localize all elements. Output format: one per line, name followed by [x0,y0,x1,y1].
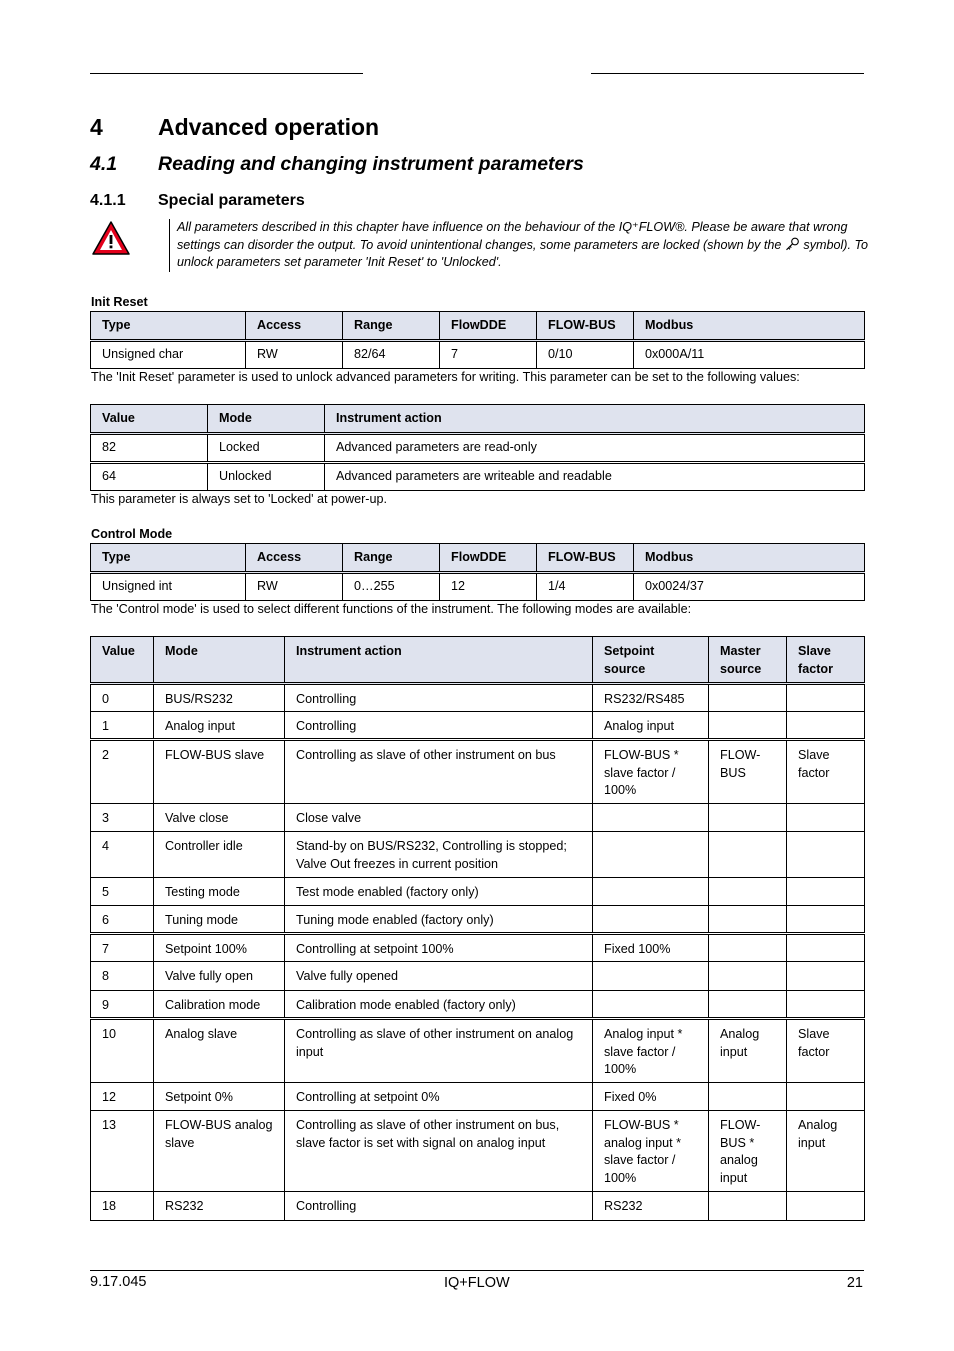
table-row [91,906,865,934]
table-cell [709,962,787,991]
table-cell: Tuning mode enabled (factory only) [285,906,593,934]
init-reset-label: Init Reset [91,295,148,309]
footer-product-name: IQ+FLOW [444,1275,510,1291]
header-cell: Master source [709,637,787,684]
table-cell [787,832,865,878]
table-cell: RS232 [593,1192,709,1221]
header-cell: FlowDDE [440,544,537,573]
table-cell: Close valve [285,804,593,832]
header-cell: Access [246,312,343,341]
table-row [91,1083,865,1111]
table-row [91,962,865,991]
table-row [91,1111,865,1192]
table-cell: 5 [91,878,154,906]
table-cell [787,962,865,991]
header-rule-right [591,73,864,74]
table-cell [787,712,865,740]
table-cell: FLOW-BUS * slave factor / 100% [593,740,709,804]
section-number: 4.1 [90,153,118,175]
table-cell: Locked [208,434,325,463]
table-cell: RS232/RS485 [593,684,709,712]
subsection-title: Special parameters [158,192,305,209]
table-cell: 4 [91,832,154,878]
table-cell: Controlling [285,1192,593,1221]
table-cell: 1/4 [537,573,634,601]
table-cell: Analog input [787,1111,865,1192]
init-reset-description: The 'Init Reset' parameter is used to unlock advanced parameters for writing. This parameter can be set to the following values: [91,370,800,384]
table-cell: Valve fully open [154,962,285,991]
table-cell: 82/64 [343,341,440,369]
table-cell: Setpoint 100% [154,934,285,962]
table-cell: Setpoint 0% [154,1083,285,1111]
header-cell: Instrument action [285,637,593,684]
table-cell: Controlling as slave of other instrument on bus [285,740,593,804]
table-header-row [91,637,865,684]
table-cell [709,991,787,1019]
table-cell: Test mode enabled (factory only) [285,878,593,906]
table-cell: 0x000A/11 [634,341,865,369]
table-cell: 18 [91,1192,154,1221]
table-cell: Calibration mode [154,991,285,1019]
chapter-number: 4 [90,114,103,140]
table-cell [593,906,709,934]
header-cell: Mode [154,637,285,684]
chapter-heading [90,114,379,141]
table-cell [787,684,865,712]
table-cell: Valve close [154,804,285,832]
table-cell [787,1192,865,1221]
table-cell: Advanced parameters are writeable and readable [325,463,865,491]
header-cell: Access [246,544,343,573]
table-cell: 3 [91,804,154,832]
table-cell: 12 [91,1083,154,1111]
table-cell: Unlocked [208,463,325,491]
table-row [91,878,865,906]
table-cell: Testing mode [154,878,285,906]
table-row [91,341,865,369]
control-mode-properties-table [90,543,865,601]
table-cell: Controlling at setpoint 100% [285,934,593,962]
header-cell: Setpoint source [593,637,709,684]
table-cell: 6 [91,906,154,934]
header-cell: FLOW-BUS [537,312,634,341]
header-rule-left [90,73,363,74]
table-cell: Controlling at setpoint 0% [285,1083,593,1111]
table-cell: 9 [91,991,154,1019]
table-cell: Analog input [593,712,709,740]
table-cell: Controlling as slave of other instrument on analog input [285,1019,593,1083]
table-cell: Controlling as slave of other instrument on bus, slave factor is set with signal on analog input [285,1111,593,1192]
table-cell: 1 [91,712,154,740]
subsection-heading [90,192,305,210]
table-cell: FLOW-BUS [709,740,787,804]
table-cell [787,1083,865,1111]
init-reset-properties-table [90,311,865,369]
table-cell [593,832,709,878]
table-cell: Valve fully opened [285,962,593,991]
table-cell [709,684,787,712]
table-row [91,434,865,463]
header-cell: Type [91,312,246,341]
table-cell: 8 [91,962,154,991]
header-cell: Instrument action [325,405,865,434]
table-cell [709,804,787,832]
table-row [91,1192,865,1221]
table-cell [709,712,787,740]
table-cell: 64 [91,463,208,491]
table-cell: BUS/RS232 [154,684,285,712]
header-cell: Value [91,405,208,434]
table-cell [787,934,865,962]
table-cell: Calibration mode enabled (factory only) [285,991,593,1019]
header-cell: Modbus [634,544,865,573]
table-cell: 0 [91,684,154,712]
table-cell: FLOW-BUS * analog input [709,1111,787,1192]
table-cell: Stand-by on BUS/RS232, Controlling is stopped; Valve Out freezes in current position [285,832,593,878]
table-cell [787,906,865,934]
table-cell [593,804,709,832]
table-row [91,712,865,740]
table-cell: 0x0024/37 [634,573,865,601]
control-mode-description: The 'Control mode' is used to select different functions of the instrument. The following modes are available: [91,602,692,616]
chapter-title: Advanced operation [158,114,380,140]
table-cell: Fixed 0% [593,1083,709,1111]
init-reset-note: This parameter is always set to 'Locked' at power-up. [91,492,387,506]
table-row [91,1019,865,1083]
footer-doc-number: 9.17.045 [90,1274,147,1290]
table-row [91,832,865,878]
table-cell [709,934,787,962]
table-row [91,934,865,962]
key-icon [785,237,800,251]
table-cell [593,991,709,1019]
table-cell: Analog input * slave factor / 100% [593,1019,709,1083]
table-cell: 7 [91,934,154,962]
header-cell: Mode [208,405,325,434]
table-cell: FLOW-BUS slave [154,740,285,804]
table-cell: 10 [91,1019,154,1083]
control-mode-modes-table [90,636,865,1221]
warning-note [169,219,869,272]
warning-text-part1: All parameters described in this chapter have influence on the behaviour of the IQ⁺FLOW®. Please be aware that wrong settings can disorder the output. To avoid unintentional changes, some parameters are locked (shown by the [177,220,848,252]
table-cell: Analog slave [154,1019,285,1083]
table-cell: 7 [440,341,537,369]
header-cell: Value [91,637,154,684]
table-cell [709,1192,787,1221]
footer-page-number: 21 [846,1275,863,1291]
table-cell: Slave factor [787,1019,865,1083]
table-cell [709,1083,787,1111]
table-cell: 82 [91,434,208,463]
control-mode-label: Control Mode [91,527,173,541]
table-cell: Unsigned int [91,573,246,601]
table-cell: Controlling [285,712,593,740]
table-cell [709,832,787,878]
table-header-row [91,544,865,573]
table-cell [593,878,709,906]
warning-triangle-icon [91,220,131,256]
table-cell [787,804,865,832]
table-cell: RW [246,341,343,369]
header-cell: Modbus [634,312,865,341]
table-row [91,740,865,804]
table-cell: 0…255 [343,573,440,601]
table-cell: Controlling [285,684,593,712]
table-cell [593,962,709,991]
table-cell: FLOW-BUS * analog input * slave factor / 100% [593,1111,709,1192]
header-cell: Range [343,544,440,573]
table-cell: Slave factor [787,740,865,804]
table-cell: FLOW-BUS analog slave [154,1111,285,1192]
init-reset-values-table [90,404,865,491]
table-cell: 2 [91,740,154,804]
table-row [91,991,865,1019]
section-heading [90,153,584,176]
header-cell: Type [91,544,246,573]
table-cell: RS232 [154,1192,285,1221]
footer-rule [90,1270,864,1271]
table-cell: Advanced parameters are read-only [325,434,865,463]
table-cell [787,991,865,1019]
table-row [91,573,865,601]
table-row [91,684,865,712]
header-cell: FlowDDE [440,312,537,341]
table-cell: 13 [91,1111,154,1192]
table-cell: Fixed 100% [593,934,709,962]
table-cell: Analog input [709,1019,787,1083]
table-cell [709,878,787,906]
warning-text-part2: symbol). To unlock parameters set parameter 'Init Reset' to 'Unlocked'. [177,237,869,270]
header-cell: FLOW-BUS [537,544,634,573]
section-title: Reading and changing instrument parameters [158,153,584,175]
table-header-row [91,405,865,434]
table-cell: Analog input [154,712,285,740]
table-cell: Unsigned char [91,341,246,369]
header-cell: Slave factor [787,637,865,684]
table-row [91,804,865,832]
table-cell: RW [246,573,343,601]
table-row [91,463,865,491]
header-cell: Range [343,312,440,341]
subsection-number: 4.1.1 [90,192,126,209]
table-cell [787,878,865,906]
table-cell: Controller idle [154,832,285,878]
table-cell: Tuning mode [154,906,285,934]
table-header-row [91,312,865,341]
table-cell: 0/10 [537,341,634,369]
table-cell: 12 [440,573,537,601]
table-cell [709,906,787,934]
